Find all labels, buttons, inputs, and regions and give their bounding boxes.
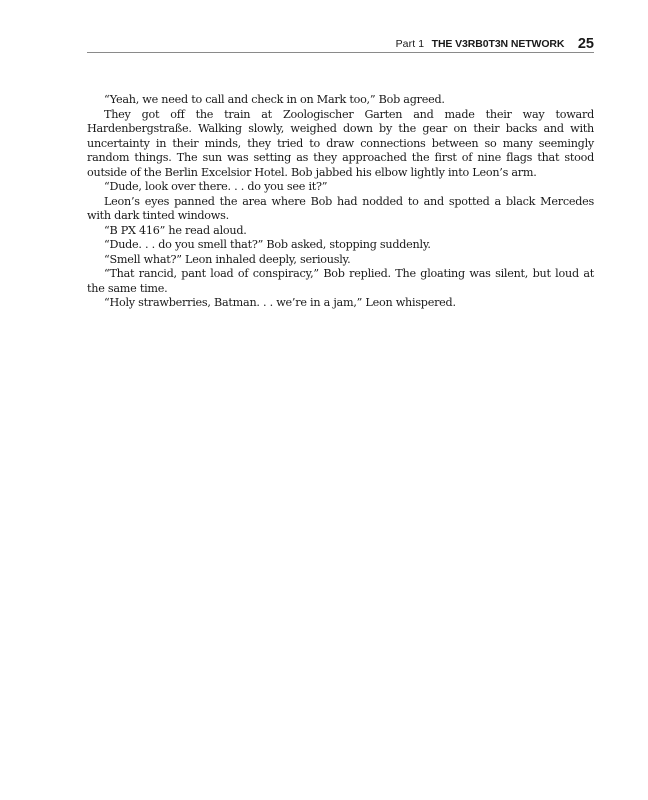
paragraph: “Holy strawberries, Batman. . . we’re in a jam,” Leon whispered.: [104, 296, 456, 309]
running-head: [87, 34, 594, 52]
paragraph: Leon’s eyes panned the area where Bob had nodded to and spotted a black Mercedes with dark tinted windows.: [87, 194, 594, 222]
paragraph: They got off the train at Zoologischer Garten and made their way toward Hardenbergstraße. Walking slowly, weighed down by the gear on their backs and with uncertainty in their minds, they tried to draw connections between so many seemingly random things. The sun was setting as they approached the first of nine flags that stood outside of the Berlin Excelsior Hotel. Bob jabbed his elbow lightly into Leon’s arm.: [87, 107, 594, 179]
paragraph: “Yeah, we need to call and check in on Mark too,” Bob agreed.: [104, 93, 445, 106]
part-label: Part 1: [395, 38, 425, 50]
paragraph: “Dude. . . do you smell that?” Bob asked, stopping suddenly.: [104, 238, 431, 251]
header-rule: [87, 52, 594, 53]
paragraph: “Dude, look over there. . . do you see it?”: [104, 180, 328, 193]
body-text: [87, 93, 594, 311]
section-title: THE V3RB0T3N NETWORK: [431, 38, 565, 50]
page-number: 25: [577, 36, 594, 52]
paragraph: “B PX 416” he read aloud.: [104, 223, 247, 237]
paragraph: “That rancid, pant load of conspiracy,” Bob replied. The gloating was silent, but loud at the same time.: [87, 267, 594, 295]
paragraph: “Smell what?” Leon inhaled deeply, seriously.: [104, 252, 351, 266]
